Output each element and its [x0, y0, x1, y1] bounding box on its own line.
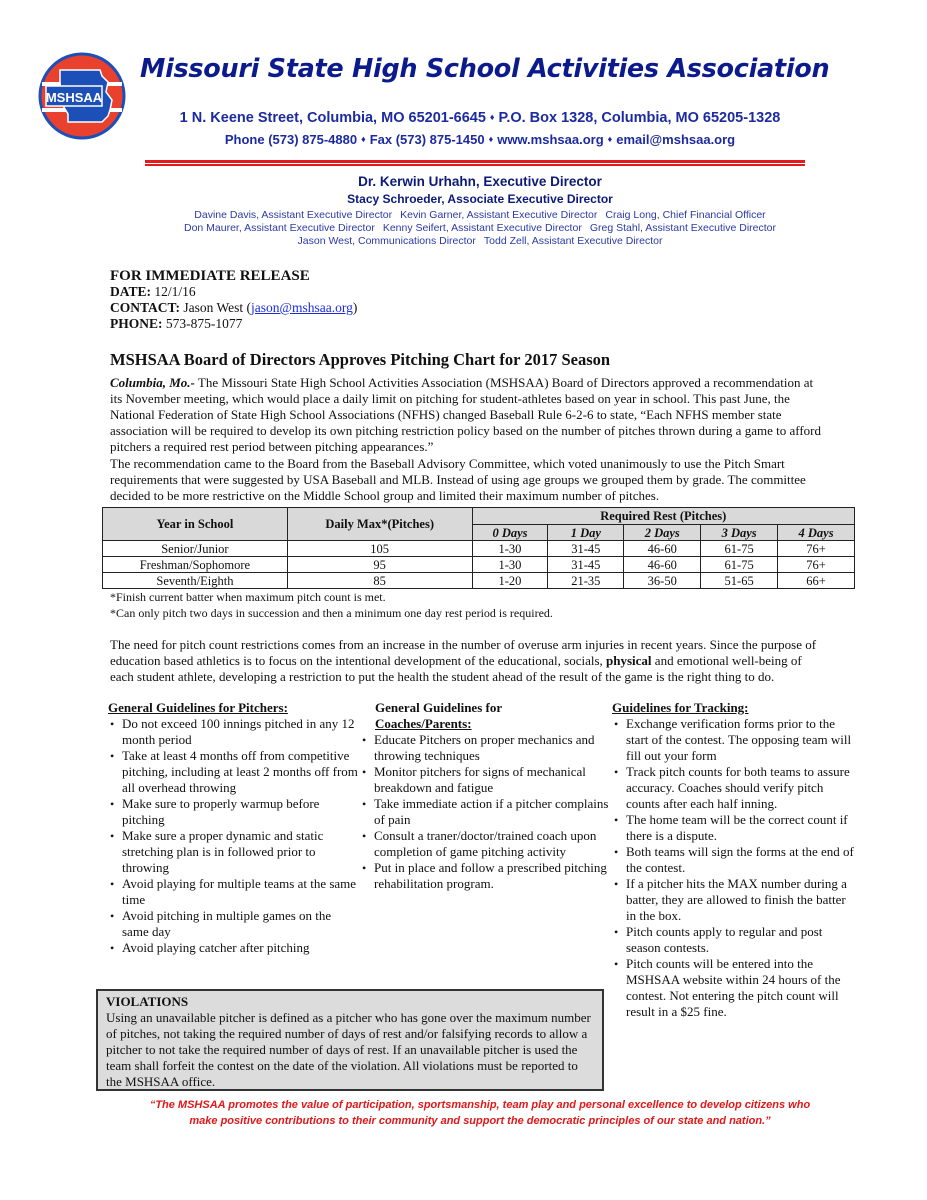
address-line [150, 110, 810, 126]
article-paragraph-1 [110, 375, 828, 455]
po-box-address: P.O. Box 1328, Columbia, MO 65205-1328 [498, 110, 781, 126]
header-rest-day: 3 Days [701, 525, 778, 541]
dateline: Columbia, Mo.- [110, 375, 195, 390]
article-paragraph-3 [110, 637, 828, 685]
cell-rest: 21-35 [548, 573, 624, 589]
executive-director: Dr. Kerwin Urhahn, Executive Director [358, 174, 602, 189]
date-value: 12/1/16 [154, 284, 196, 299]
list-item: • Take at least 4 months off from competitive pitching, including at least 2 months off from all overhead throwing [108, 748, 358, 796]
emphasis-text: physical [606, 653, 652, 668]
cell-year: Freshman/Sophomore [103, 557, 288, 573]
missouri-state-logo-icon [38, 52, 126, 140]
cell-rest: 36-50 [624, 573, 701, 589]
diamond-separator-icon: ♦ [488, 134, 494, 144]
diamond-separator-icon: ♦ [607, 134, 613, 144]
fax: Fax (573) 875-1450 [369, 132, 485, 147]
list-item: • Track pitch counts for both teams to assure accuracy. Coaches should verify pitch counts after each half inning. [612, 764, 857, 812]
list-item: • Do not exceed 100 innings pitched in any 12 month period [108, 716, 358, 748]
street-address: 1 N. Keene Street, Columbia, MO 65201-6645 [179, 110, 486, 126]
org-name: Missouri State High School Activities Association [140, 54, 830, 84]
staff-member: Todd Zell, Assistant Executive Director [483, 235, 663, 247]
list-item: • Monitor pitchers for signs of mechanical breakdown and fatigue [360, 764, 610, 796]
cell-rest: 76+ [778, 557, 855, 573]
cell-rest: 31-45 [548, 557, 624, 573]
cell-max: 85 [287, 573, 472, 589]
cell-year: Seventh/Eighth [103, 573, 288, 589]
staff-member: Jason West, Communications Director [297, 235, 476, 247]
violations-box [96, 989, 604, 1091]
cell-rest: 46-60 [624, 541, 701, 557]
motto-line-2: make positive contributions to their community and support the democratic principles of our state and nation.” [189, 1115, 771, 1127]
list-item: • Make sure a proper dynamic and static stretching plan is in followed prior to throwing [108, 828, 358, 876]
cell-rest: 31-45 [548, 541, 624, 557]
staff-member: Kenny Seifert, Assistant Executive Director [382, 222, 582, 234]
table-row [103, 573, 855, 589]
title-text: Coaches/Parents: [375, 716, 472, 731]
contact-label: CONTACT: [110, 300, 180, 315]
list-item: • Take immediate action if a pitcher complains of pain [360, 796, 610, 828]
list-item: • Exchange verification forms prior to the start of the contest. The opposing team will fill out your form [612, 716, 857, 764]
email-link[interactable]: email@mshsaa.org [616, 132, 736, 147]
cell-rest: 66+ [778, 573, 855, 589]
release-info [110, 268, 357, 332]
list-item: • Make sure to properly warmup before pitching [108, 796, 358, 828]
staff-member: Davine Davis, Assistant Executive Director [194, 209, 393, 221]
release-date [110, 284, 357, 300]
header-required-rest: Required Rest (Pitches) [472, 508, 854, 525]
table-row [103, 541, 855, 557]
date-label: DATE: [110, 284, 152, 299]
violations-text: Using an unavailable pitcher is defined as a pitcher who has gone over the maximum number of pitches, not taking the required number of days of rest and/or falsifying records to allow a pitcher to not take the required number of days of rest. If an unavailable pitcher is used the team shall forfeit the contest on the date of the violation. All violations must be reported to the MSHSAA office. [106, 1010, 591, 1089]
table-footnote-1: *Finish current batter when maximum pitch count is met. [110, 590, 386, 604]
header-rest-day: 0 Days [472, 525, 548, 541]
title-text: Guidelines for Tracking: [612, 700, 749, 715]
cell-max: 105 [287, 541, 472, 557]
mshsaa-logo [38, 52, 126, 140]
paragraph-text: The Missouri State High School Activities Association (MSHSAA) Board of Directors approved a recommendation at its November meeting, which would place a daily limit on pitching for student-athletes based on year in school. This past June, the National Federation of State High School Associations (NFHS) changed Baseball Rule 6-2-6 to state, “Each NFHS member state association will be required to develop its own pitching restriction policy based on the number of pitches thrown during a game to afford pitchers a required rest period between pitching appearances.” [110, 375, 821, 454]
violations-title: VIOLATIONS [106, 994, 189, 1009]
cell-rest: 51-65 [701, 573, 778, 589]
list-item: • Put in place and follow a prescribed pitching rehabilitation program. [360, 860, 610, 892]
tracking-guidelines [612, 700, 857, 1020]
tracking-guidelines-title [612, 700, 857, 716]
header-rest-day: 1 Day [548, 525, 624, 541]
phone: Phone (573) 875-4880 [224, 132, 358, 147]
cell-rest: 61-75 [701, 541, 778, 557]
article-paragraph-2: The recommendation came to the Board from the Baseball Advisory Committee, which voted unanimously to use the Pitch Smart requirements that were suggested by USA Baseball and MLB. Instead of using age groups we grouped them by grade. The committee decided to be more restrictive on the Middle School group and limited their maximum number of pitches. [110, 456, 806, 503]
staff-line-2 [150, 222, 810, 234]
table-header-row [103, 508, 855, 525]
contact-line [150, 132, 810, 147]
phone-value: 573-875-1077 [165, 316, 243, 331]
associate-director: Stacy Schroeder, Associate Executive Director [347, 192, 613, 206]
cell-rest: 46-60 [624, 557, 701, 573]
cell-rest: 1-20 [472, 573, 548, 589]
cell-max: 95 [287, 557, 472, 573]
diamond-separator-icon: ♦ [361, 134, 366, 144]
article-headline: MSHSAA Board of Directors Approves Pitching Chart for 2017 Season [110, 350, 611, 369]
staff-member: Kevin Garner, Assistant Executive Director [400, 209, 598, 221]
pitcher-guidelines-title [108, 700, 358, 716]
staff-member: Greg Stahl, Assistant Executive Director [589, 222, 776, 234]
pitch-count-table [102, 507, 855, 589]
list-item: • Avoid playing for multiple teams at the same time [108, 876, 358, 908]
list-item: • Both teams will sign the forms at the end of the contest. [612, 844, 857, 876]
title-text: General Guidelines for Pitchers: [108, 700, 288, 715]
list-item: • Educate Pitchers on proper mechanics and throwing techniques [360, 732, 610, 764]
list-item: • Consult a traner/doctor/trained coach upon completion of game pitching activity [360, 828, 610, 860]
contact-name: Jason West ( [183, 300, 252, 315]
table-footnote-2: *Can only pitch two days in succession and then a minimum one day rest period is required. [110, 606, 553, 620]
svg-text:MSHSAA: MSHSAA [45, 90, 103, 105]
contact-email-link[interactable]: jason@mshsaa.org [251, 300, 353, 315]
coach-guidelines-title-2 [360, 716, 610, 732]
table-row [103, 557, 855, 573]
cell-rest: 76+ [778, 541, 855, 557]
red-divider [145, 160, 805, 166]
list-item: • Avoid playing catcher after pitching [108, 940, 358, 956]
list-item: • Pitch counts apply to regular and post season contests. [612, 924, 857, 956]
website-link[interactable]: www.mshsaa.org [497, 132, 604, 147]
staff-line-1 [150, 209, 810, 221]
cell-year: Senior/Junior [103, 541, 288, 557]
pitcher-guidelines-list [108, 716, 358, 956]
paragraph-text: The need for pitch count restrictions comes from an increase in the number of overuse arm injuries in recent years. Since the purpose of education based athletics is to focus on the intentional development of the educational, socials, [110, 637, 817, 668]
staff-line-3 [150, 235, 810, 247]
coach-guidelines [360, 700, 610, 892]
header-year: Year in School [103, 508, 288, 541]
cell-rest: 1-30 [472, 541, 548, 557]
release-heading: FOR IMMEDIATE RELEASE [110, 268, 310, 284]
contact-close: ) [352, 300, 358, 315]
phone-label: PHONE: [110, 316, 163, 331]
release-contact [110, 300, 357, 316]
paragraph-text: and emotional well-being of each student athlete, developing a restriction to put the health the student ahead of the result of the game is the right thing to do. [110, 653, 802, 684]
coach-guidelines-list [360, 732, 610, 892]
staff-member: Craig Long, Chief Financial Officer [605, 209, 766, 221]
staff-member: Don Maurer, Assistant Executive Director [183, 222, 375, 234]
coach-guidelines-title-1: General Guidelines for [375, 700, 503, 715]
tracking-guidelines-list [612, 716, 857, 1020]
list-item: • Avoid pitching in multiple games on the same day [108, 908, 358, 940]
pitcher-guidelines [108, 700, 358, 956]
release-phone [110, 316, 357, 332]
diamond-separator-icon: ♦ [489, 112, 495, 122]
header-rest-day: 2 Days [624, 525, 701, 541]
header-daily-max: Daily Max*(Pitches) [287, 508, 472, 541]
cell-rest: 61-75 [701, 557, 778, 573]
cell-rest: 1-30 [472, 557, 548, 573]
motto-line-1: “The MSHSAA promotes the value of participation, sportsmanship, team play and personal excellence to develop citizens who [149, 1099, 811, 1111]
header-rest-day: 4 Days [778, 525, 855, 541]
list-item: • Pitch counts will be entered into the MSHSAA website within 24 hours of the contest. Not entering the pitch count will result in a $25 fine. [612, 956, 857, 1020]
list-item: • If a pitcher hits the MAX number during a batter, they are allowed to finish the batter in the box. [612, 876, 857, 924]
list-item: • The home team will be the correct count if there is a dispute. [612, 812, 857, 844]
